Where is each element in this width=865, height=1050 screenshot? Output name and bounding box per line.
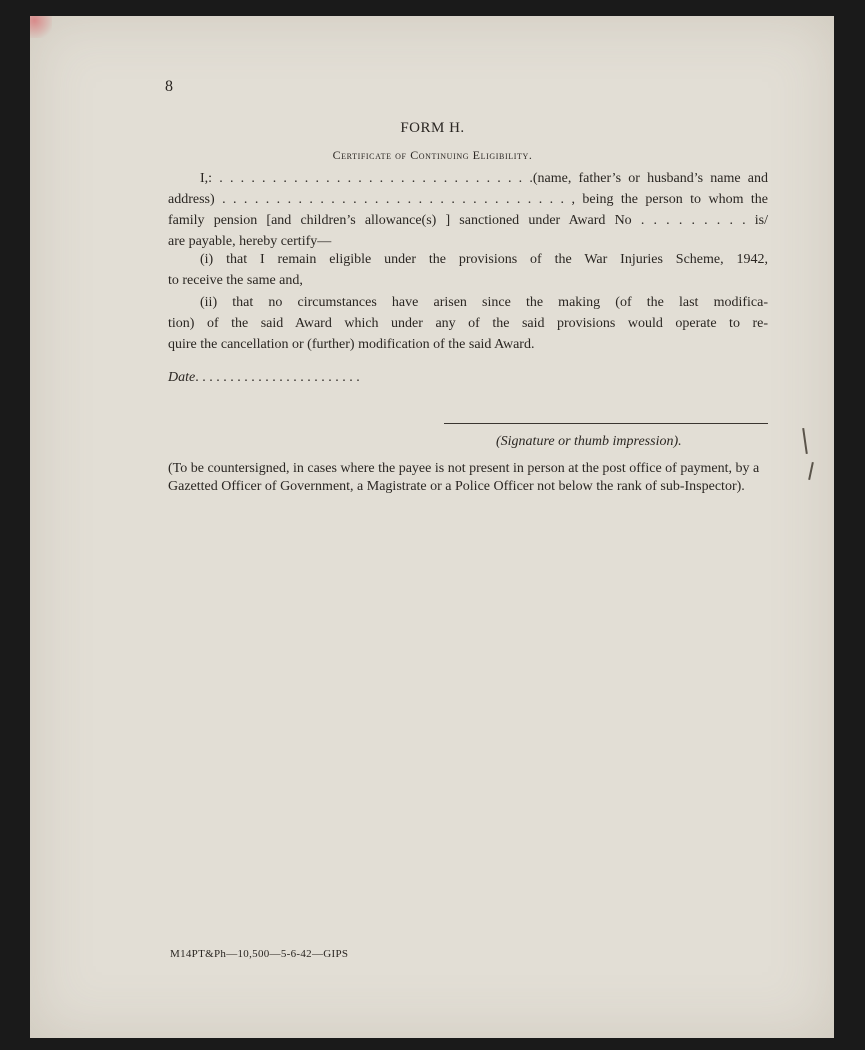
paragraph-line: are payable, hereby certify— <box>168 234 332 249</box>
date-label: Date <box>168 370 196 385</box>
countersign-note: (To be countersigned, in cases where the payee is not present in person at the post office of payment, by a Gazetted Officer of Government, a Magistrate or a Police Officer not below the rank of sub-Inspector). <box>168 461 760 494</box>
form-title: FORM H. <box>400 120 465 136</box>
clause-i <box>168 249 768 291</box>
certification-paragraph <box>168 168 768 252</box>
paragraph-line: I,: . . . . . . . . . . . . . . . . . . . . . . . . . . . . . .(name, father’s or husband’s name and <box>200 171 768 186</box>
print-code: M14PT&Ph—10,500—5-6-42—GIPS <box>170 948 349 960</box>
paragraph-line: address) . . . . . . . . . . . . . . . . . . . . . . . . . . . . . . . . , being the person to whom the <box>168 192 768 207</box>
clause-line: (ii) that no circumstances have arisen since the making (of the last modifica- <box>200 295 768 310</box>
page-number: 8 <box>165 78 173 95</box>
signature-line <box>444 423 768 424</box>
date-field <box>168 370 360 386</box>
clause-line: tion) of the said Award which under any of the said provisions would operate to re- <box>168 316 768 331</box>
clause-line: to receive the same and, <box>168 273 303 288</box>
clause-line: quire the cancellation or (further) modification of the said Award. <box>168 337 535 352</box>
date-dots: . . . . . . . . . . . . . . . . . . . . . . . . <box>195 370 360 385</box>
signature-caption: (Signature or thumb impression). <box>496 434 682 449</box>
form-subtitle: Certificate of Continuing Eligibility. <box>332 148 533 162</box>
clause-ii <box>168 292 768 355</box>
paragraph-line: family pension [and children’s allowance(s) ] sanctioned under Award No . . . . . . . . . is/ <box>168 213 768 228</box>
clause-line: (i) that I remain eligible under the provisions of the War Injuries Scheme, 1942, <box>200 252 768 267</box>
paper-stain <box>30 16 52 38</box>
